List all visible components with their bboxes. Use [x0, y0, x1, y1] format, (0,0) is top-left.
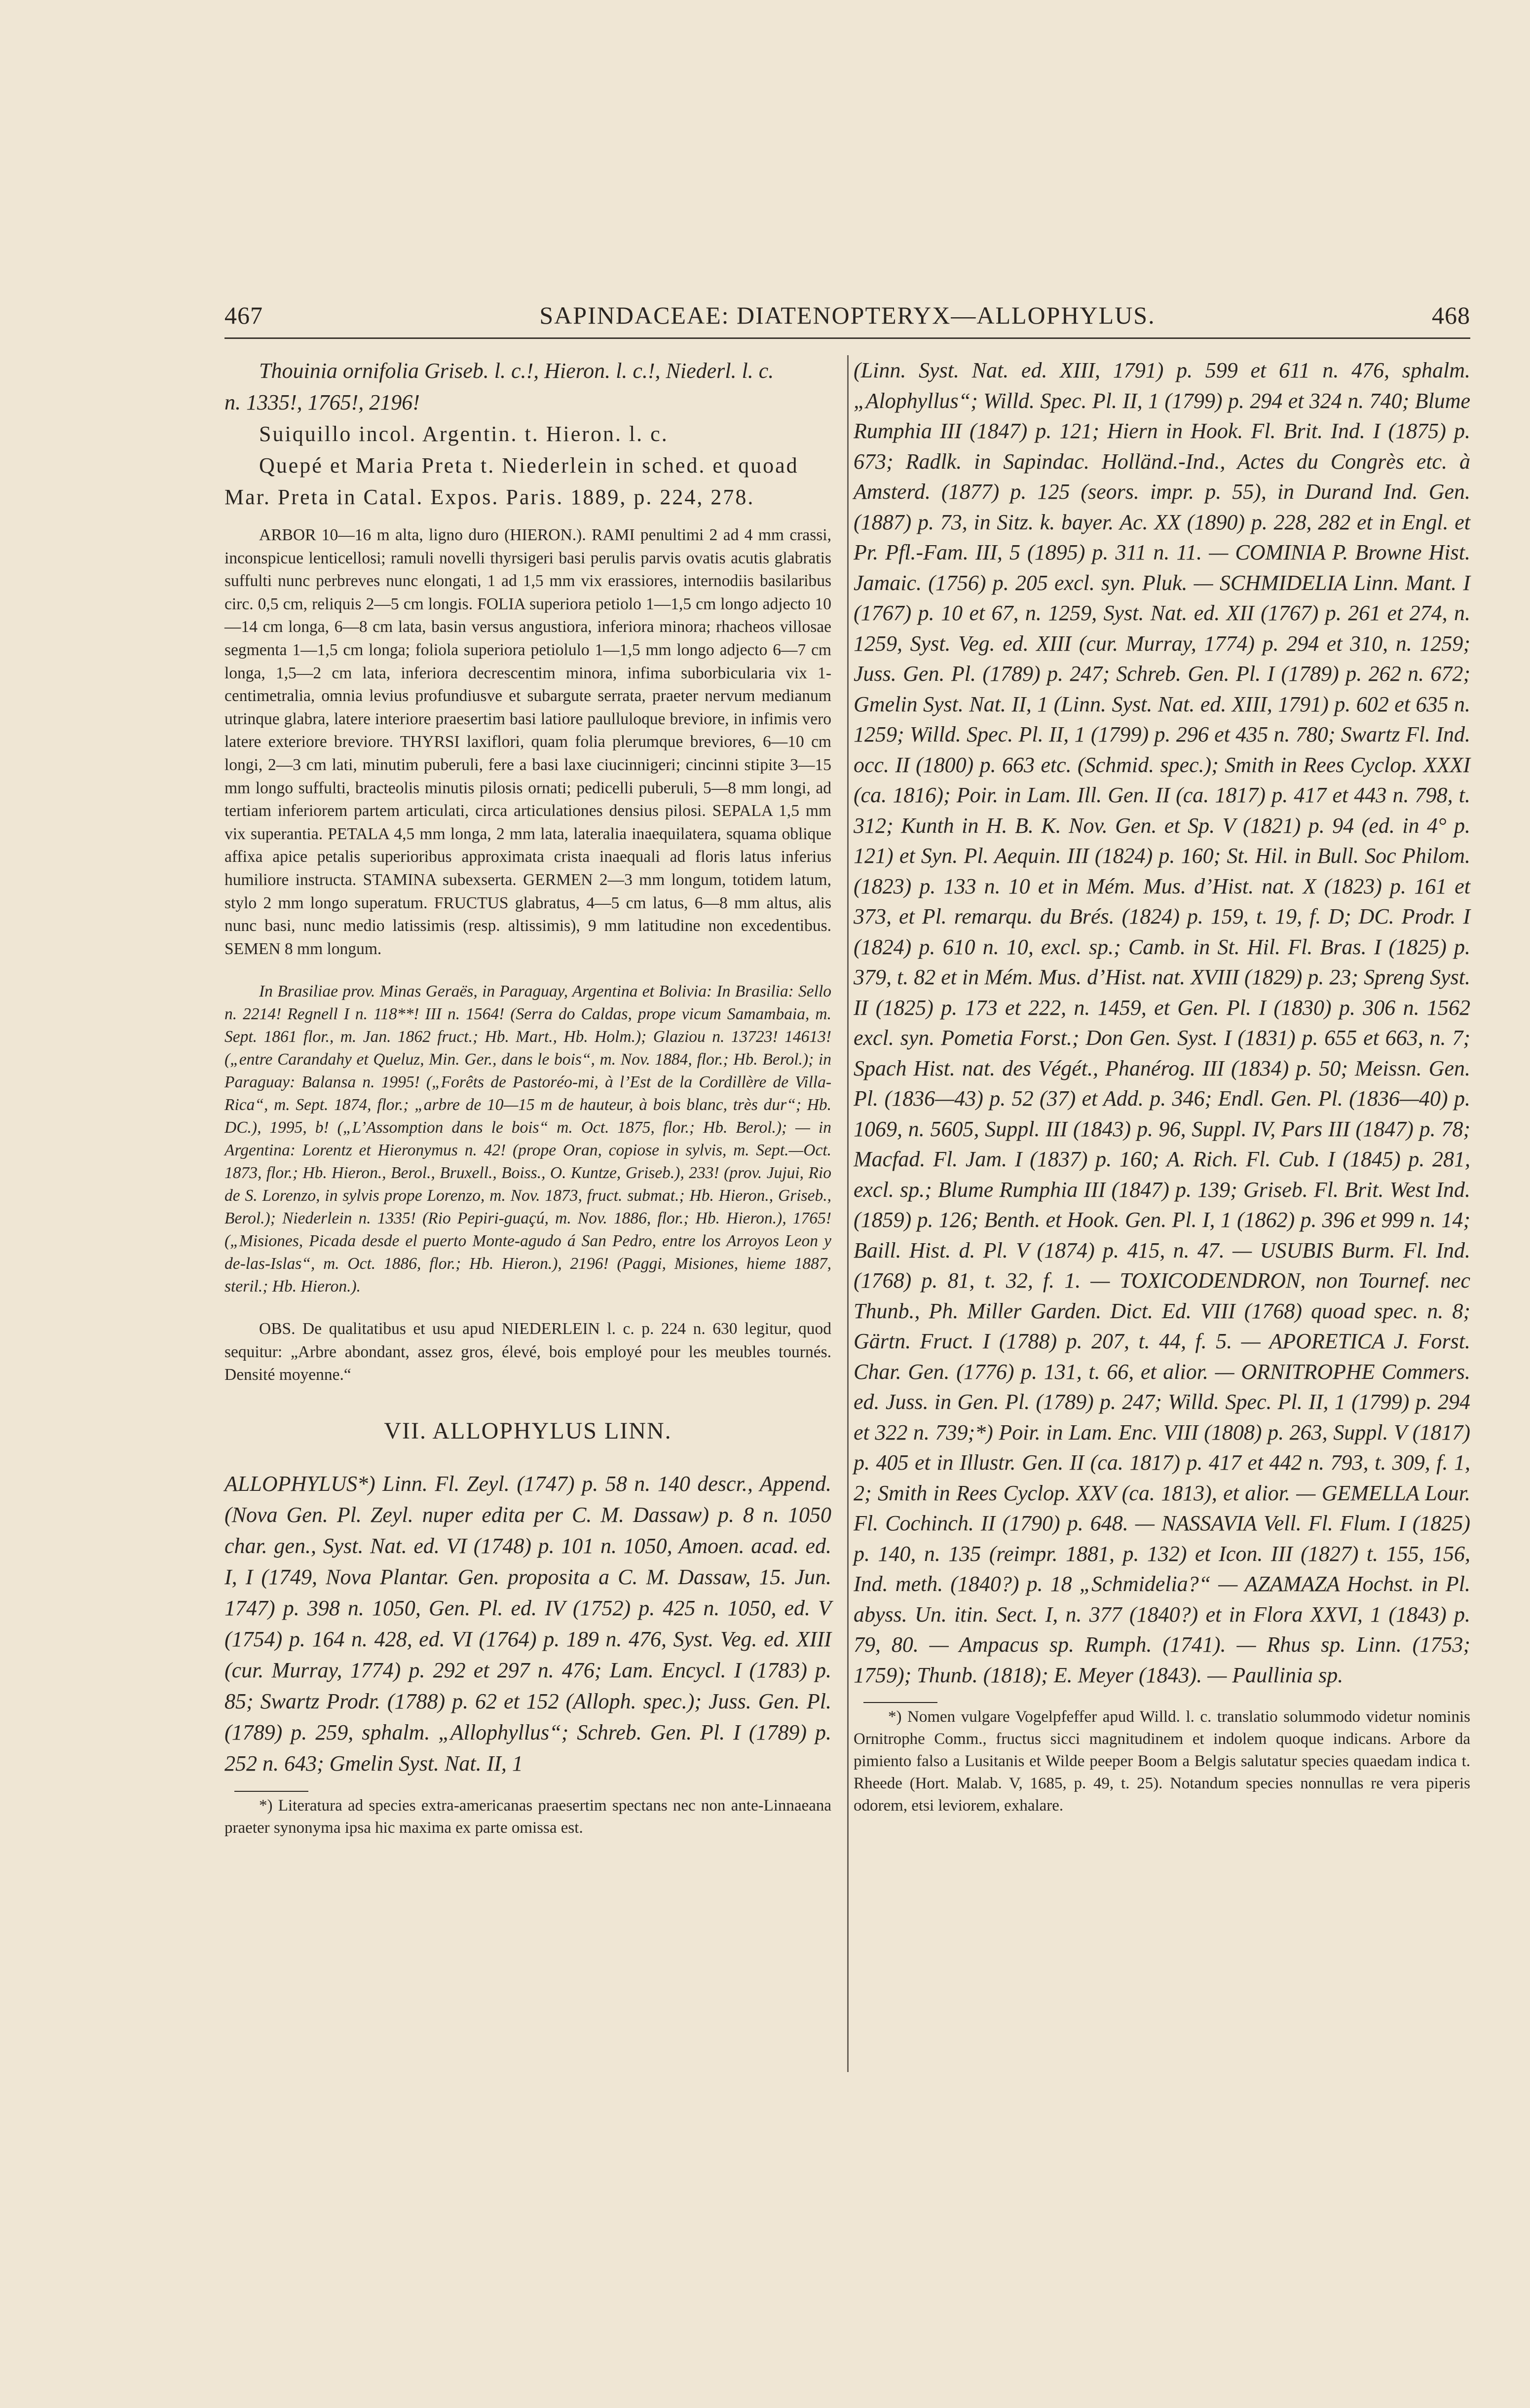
section-title: VII. ALLOPHYLUS LINN. [384, 1418, 672, 1445]
left-column [224, 355, 831, 1839]
vernacular-line-3: Mar. Preta in Catal. Expos. Paris. 1889, p. 224, 278. [224, 485, 755, 509]
column-divider [847, 355, 849, 2072]
species-description: ARBOR 10—16 m alta, ligno duro (HIERON.). RAMI penultimi 2 ad 4 mm crassi, inconspicue lenticellosi; ramuli novelli thyrsigeri basi perulis parvis ovatis acutis glabratis suffulti nunc perbreves nunc elongati, 1 ad 1,5 mm vix erassiores, internodiis basilaribus circ. 0,5 cm, reliquis 2—5 cm longis. FOLIA superiora petiolo 1—1,5 cm longo adjecto 10—14 cm longa, 6—8 cm lata, basin versus angustiora, inferiora minora; rhacheos villosae segmenta 1—1,5 cm longa; foliola superiora petiolulo 1—1,5 mm longo adjecto 6—7 cm longa, 1,5—2 cm lata, inferiora decrescentim minora, infima suborbicularia vix 1-centimetralia, omnia levius profundiusve et subargute serrata, praeter nervum medianum utrinque glabra, latere interiore praesertim basi latiore paulluloque breviore, in infimis vero latere exteriore breviore. THYRSI laxiflori, quam folia plerumque breviores, 6—10 cm longi, 2—3 cm lati, minutim puberuli, fere a basi laxe ciucinnigeri; cincinni stipite 3—15 mm longo suffulti, bracteolis minutis pilosis ornati; pedicelli puberuli, 5—8 mm longi, ad tertiam inferiorem partem articulati, circa articulationes densius pilosi. SEPALA 1,5 mm vix superantia. PETALA 4,5 mm longa, 2 mm lata, lateralia inaequilatera, squama oblique affixa apice petalis superioribus approximata crista inaequali ad floris latus inferius humiliore instructa. STAMINA subexserta. GERMEN 2—3 mm longum, totidem latum, stylo 2 mm longo superatum. FRUCTUS glabratus, 4—5 cm latus, 6—8 mm altus, alis nunc basi, nunc medio latissimis (resp. altissimis), 9 mm latitudine non excedentibus. SEMEN 8 mm longum. [224, 526, 831, 958]
footnote-rule-right [863, 1702, 937, 1703]
header-rule [224, 337, 1470, 339]
synonym-line-2: n. 1335!, 1765!, 2196! [224, 390, 420, 414]
distribution-text: In Brasiliae prov. Minas Geraës, in Paraguay, Argentina et Bolivia: In Brasilia: Sello n. 2214! Regnell I n. 118**! III n. 1564! (Serra do Caldas, prope vicum Samambaia, m. Sept. 1861 flor., m. Jan. 1862 fruct.; Hb. Mart., Hb. Holm.); Glaziou n. 13723! 14613! („entre Carandahy et Queluz, Min. Ger., dans le bois“, m. Nov. 1884, flor.; Hb. Berol.); in Paraguay: Balansa n. 1995! („Forêts de Pastoréo-mi, à l’Est de la Cordillère de Villa-Rica“, m. Sept. 1874, flor.; „arbre de 10—15 m de hauteur, à bois blanc, très dur“; Hb. DC.), 1995, b! („L’Assomption dans le bois“ m. Oct. 1875, flor.; Hb. Berol.); — in Argentina: Lorentz et Hieronymus n. 42! (prope Oran, copiose in sylvis, m. Sept.—Oct. 1873, flor.; Hb. Hieron., Berol., Bruxell., Boiss., O. Kuntze, Griseb.), 233! (prov. Jujui, Rio de S. Lorenzo, in sylvis prope Lorenzo, m. Nov. 1873, fruct. submat.; Hb. Hieron., Griseb., Berol.); Niederlein n. 1335! (Rio Pepiri-guaçú, m. Nov. 1886, flor.; Hb. Hieron.), 1765! („Misiones, Picada desde el puerto Monte-agudo á San Pedro, entre los Arroyos Leon y de-las-Islas“, m. Oct. 1886, flor.; Hb. Hieron.), 2196! (Paggi, Misiones, hieme 1887, steril.; Hb. Hieron.). [224, 982, 831, 1296]
vernacular-line-1: Suiquillo incol. Argentin. t. Hieron. l. c. [259, 422, 669, 446]
genus-literature: ALLOPHYLUS*) Linn. Fl. Zeyl. (1747) p. 58 n. 140 descr., Append. (Nova Gen. Pl. Zeyl. nuper edita per C. M. Dassaw) p. 8 n. 1050 char. gen., Syst. Nat. ed. VI (1748) p. 101 n. 1050, Amoen. acad. ed. I, I (1749, Nova Plantar. Gen. proposita a C. M. Dassaw, 15. Jun. 1747) p. 398 n. 1050, Gen. Pl. ed. IV (1752) p. 425 n. 1050, ed. V (1754) p. 164 n. 428, ed. VI (1764) p. 189 n. 476, Syst. Veg. ed. XIII (cur. Murray, 1774) p. 292 et 297 n. 476; Lam. Encycl. I (1783) p. 85; Swartz Prodr. (1788) p. 62 et 152 (Alloph. spec.); Juss. Gen. Pl. (1789) p. 259, sphalm. „Allophyllus“; Schreb. Gen. Pl. I (1789) p. 252 n. 643; Gmelin Syst. Nat. II, 1 [224, 1472, 831, 1776]
footnote-left: *) Literatura ad species extra-americanas praesertim spectans nec non ante-Linnaeana praeter synonyma ipsa hic maxima ex parte omissa est. [224, 1797, 831, 1837]
genus-literature-continued: (Linn. Syst. Nat. ed. XIII, 1791) p. 599 et 611 n. 476, sphalm. „Alophyllus“; Willd. Spec. Pl. II, 1 (1799) p. 294 et 324 n. 740; Blume Rumphia III (1847) p. 121; Hiern in Hook. Fl. Brit. Ind. I (1875) p. 673; Radlk. in Sapindac. Holländ.-Ind., Actes du Congrès etc. à Amsterd. (1877) p. 125 (seors. impr. p. 55), in Durand Ind. Gen. (1887) p. 73, in Sitz. k. bayer. Ac. XX (1890) p. 228, 282 et in Engl. et Pr. Pfl.-Fam. III, 5 (1895) p. 311 n. 11. — COMINIA P. Browne Hist. Jamaic. (1756) p. 205 excl. syn. Pluk. — SCHMIDELIA Linn. Mant. I (1767) p. 10 et 67, n. 1259, Syst. Nat. ed. XII (1767) p. 261 et 274, n. 1259, Syst. Veg. ed. XIII (cur. Murray, 1774) p. 294 et 310, n. 1259; Juss. Gen. Pl. (1789) p. 247; Schreb. Gen. Pl. I (1789) p. 262 n. 672; Gmelin Syst. Nat. II, 1 (Linn. Syst. Nat. ed. XIII, 1791) p. 602 et 635 n. 1259; Willd. Spec. Pl. II, 1 (1799) p. 296 et 435 n. 780; Swartz Fl. Ind. occ. II (1800) p. 663 etc. (Schmid. spec.); Smith in Rees Cyclop. XXXI (ca. 1816); Poir. in Lam. Ill. Gen. II (ca. 1817) p. 417 et 443 n. 798, t. 312; Kunth in H. B. K. Nov. Gen. et Sp. V (1821) p. 94 (ed. in 4° p. 121) et Syn. Pl. Aequin. III (1824) p. 160; St. Hil. in Bull. Soc Philom. (1823) p. 133 n. 10 et in Mém. Mus. d’Hist. nat. X (1823) p. 161 et 373, et Pl. remarqu. du Brés. (1824) p. 159, t. 19, f. D; DC. Prodr. I (1824) p. 610 n. 10, excl. sp.; Camb. in St. Hil. Fl. Bras. I (1825) p. 379, t. 82 et in Mém. Mus. d’Hist. nat. XVIII (1829) p. 23; Spreng Syst. II (1825) p. 173 et 222, n. 1459, et Gen. Pl. I (1830) p. 306 n. 1562 excl. syn. Pometia Forst.; Don Gen. Syst. I (1831) p. 655 et 663, n. 7; Spach Hist. nat. des Végét., Phanérog. III (1834) p. 50; Meissn. Gen. Pl. (1836—43) p. 52 (37) et Add. p. 346; Endl. Gen. Pl. (1836—40) p. 1069, n. 5605, Suppl. III (1843) p. 96, Suppl. IV, Pars III (1847) p. 78; Macfad. Fl. Jam. I (1837) p. 160; A. Rich. Fl. Cub. I (1845) p. 281, excl. sp.; Blume Rumphia III (1847) p. 139; Griseb. Fl. Brit. West Ind. (1859) p. 126; Benth. et Hook. Gen. Pl. I, 1 (1862) p. 396 et 999 n. 14; Baill. Hist. d. Pl. V (1874) p. 415, n. 47. — USUBIS Burm. Fl. Ind. (1768) p. 81, t. 32, f. 1. — TOXICODENDRON, non Tournef. nec Thunb., Ph. Miller Garden. Dict. Ed. VIII (1768) quoad spec. n. 8; Gärtn. Fruct. I (1788) p. 207, t. 44, f. 5. — APORETICA J. Forst. Char. Gen. (1776) p. 131, t. 66, et alior. — ORNITROPHE Commers. ed. Juss. in Gen. Pl. (1789) p. 247; Willd. Spec. Pl. II, 1 (1799) p. 294 et 322 n. 739;*) Poir. in Lam. Enc. VIII (1808) p. 263, Suppl. V (1817) p. 405 et in Illustr. Gen. II (ca. 1817) p. 417 et 442 n. 793, t. 309, f. 1, 2; Smith in Rees Cyclop. XXV (ca. 1813), et alior. — GEMELLA Lour. Fl. Cochinch. II (1790) p. 648. — NASSAVIA Vell. Fl. Flum. I (1825) p. 140, n. 135 (reimpr. 1881, p. 132) et Icon. III (1827) t. 155, 156, Ind. meth. (1840?) p. 18 „Schmidelia?“ — AZAMAZA Hochst. in Pl. abyss. Un. itin. Sect. I, n. 377 (1840?) et in Flora XXVI, 1 (1843) p. 79, 80. — Ampacus sp. Rumph. (1741). — Rhus sp. Linn. (1753; 1759); Thunb. (1818); E. Meyer (1843). — Paullinia sp. [854, 358, 1470, 1687]
footnote-rule-left [234, 1791, 308, 1792]
synonym-line-1: Thouinia ornifolia Griseb. l. c.!, Hieron. l. c.!, Niederl. l. c. [259, 359, 774, 383]
page-number-right: 468 [1432, 301, 1470, 329]
page-number-left: 467 [224, 301, 263, 329]
running-header [224, 301, 1470, 340]
right-column [854, 355, 1470, 1817]
footnote-right: *) Nomen vulgare Vogelpfeffer apud Willd. l. c. translatio solummodo videtur nominis Ornitrophe Comm., fructus sicci magnitudinem et indolem quoque indicans. Arbore da pimiento falso a Lusitanis et Wilde peeper Boom a Belgis salutatur species quaedam indica t. Rheede (Hort. Malab. V, 1685, p. 49, t. 25). Notandum species nonnullas re vera piperis odorem, etsi leviorem, exhalare. [854, 1708, 1470, 1815]
running-title: SAPINDACEAE: DIATENOPTERYX—ALLOPHYLUS. [539, 301, 1156, 329]
observation-text: OBS. De qualitatibus et usu apud NIEDERLEIN l. c. p. 224 n. 630 legitur, quod sequitur: „Arbre abondant, assez gros, élevé, bois employé pour les meubles tournés. Densité moyenne.“ [224, 1320, 831, 1384]
vernacular-line-2: Quepé et Maria Preta t. Niederlein in sched. et quoad [259, 453, 799, 478]
